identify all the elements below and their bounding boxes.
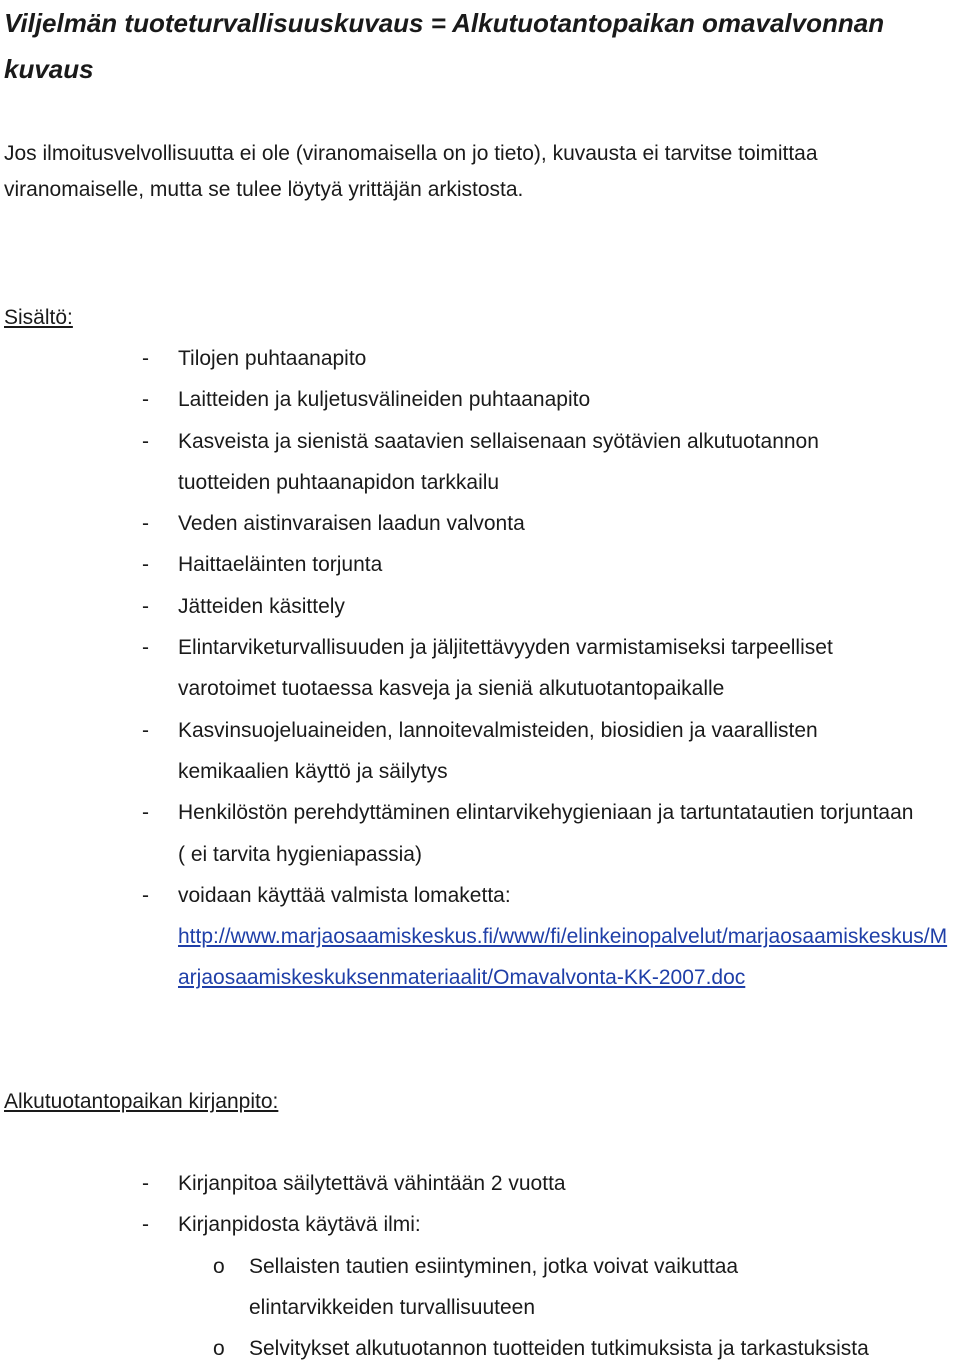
dash-marker: - [142, 347, 149, 370]
form-template-link[interactable]: http://www.marjaosaamiskeskus.fi/www/fi/elinkeinopalvelut/marjaosaamiskeskus/Marjaosaamiskeskuksenmateriaalit/Omavalvonta-KK-2007.doc [178, 925, 948, 990]
dash-marker: - [142, 718, 149, 742]
document-title: Viljelmän tuoteturvallisuuskuvaus = Alkutuotantopaikan omavalvonnan kuvaus [4, 8, 885, 84]
intro-paragraph: Jos ilmoitusvelvollisuutta ei ole (viranomaisella on jo tieto), kuvausta ei tarvitse toimittaa viranomaiselle, mutta se tulee löytyä yrittäjän arkistosta. [4, 142, 818, 201]
list-item: - voidaan käyttää valmista lomaketta: [0, 875, 955, 916]
dash-marker: - [142, 388, 149, 412]
section-heading-contents: Sisältö: [4, 306, 73, 329]
section-heading-bookkeeping: Alkutuotantopaikan kirjanpito: [4, 1090, 279, 1113]
sublist-item: o Sellaisten tautien esiintyminen, jotka voivat vaikuttaa elintarvikkeiden turvallisuuteen [178, 1246, 955, 1329]
sublist-item: o Selvitykset alkutuotannon tuotteiden tutkimuksista ja tarkastuksista [178, 1328, 955, 1369]
list-item-link [0, 916, 955, 999]
dash-marker: - [142, 1213, 149, 1237]
dash-marker: - [142, 1172, 149, 1195]
list-item: - Henkilöstön perehdyttäminen elintarvikehygieniaan ja tartuntatautien torjuntaan ( ei tarvita hygieniapassia) [0, 792, 955, 875]
dash-marker: - [142, 553, 149, 577]
dash-marker: - [142, 883, 149, 907]
contents-list [0, 338, 955, 999]
bullet-marker: o [213, 1254, 225, 1278]
bullet-marker: o [213, 1337, 225, 1361]
list-item: - Kirjanpitoa säilytettävä vähintään 2 vuotta [0, 1163, 955, 1204]
list-item: - Haittaeläinten torjunta [0, 544, 955, 585]
bookkeeping-sublist [178, 1246, 955, 1369]
list-item: - Kasveista ja sienistä saatavien sellaisenaan syötävien alkutuotannon tuotteiden puhtaanapidon tarkkailu [0, 421, 955, 504]
list-item: - Kirjanpidosta käytävä ilmi: o Sellaisten tautien esiintyminen, jotka voivat vaikuttaa elintarvikkeiden turvallisuuteen o Selvitykset alkutuotannon tuotteiden tutkimuksista ja tarkastuksista [0, 1204, 955, 1369]
dash-marker: - [142, 512, 149, 536]
list-item: - Tilojen puhtaanapito [0, 338, 955, 379]
list-item: - Laitteiden ja kuljetusvälineiden puhtaanapito [0, 379, 955, 420]
bookkeeping-list [0, 1163, 955, 1369]
dash-marker: - [142, 594, 149, 618]
dash-marker: - [142, 429, 149, 453]
dash-marker: - [142, 801, 149, 825]
dash-marker: - [142, 636, 149, 660]
list-item: - Elintarviketurvallisuuden ja jäljitettävyyden varmistamiseksi tarpeelliset varotoimet tuotaessa kasveja ja sieniä alkutuotantopaikalle [0, 627, 955, 710]
list-item: - Veden aistinvaraisen laadun valvonta [0, 503, 955, 544]
list-item: - Kasvinsuojeluaineiden, lannoitevalmisteiden, biosidien ja vaarallisten kemikaalien käyttö ja säilytys [0, 710, 955, 793]
list-item: - Jätteiden käsittely [0, 586, 955, 627]
